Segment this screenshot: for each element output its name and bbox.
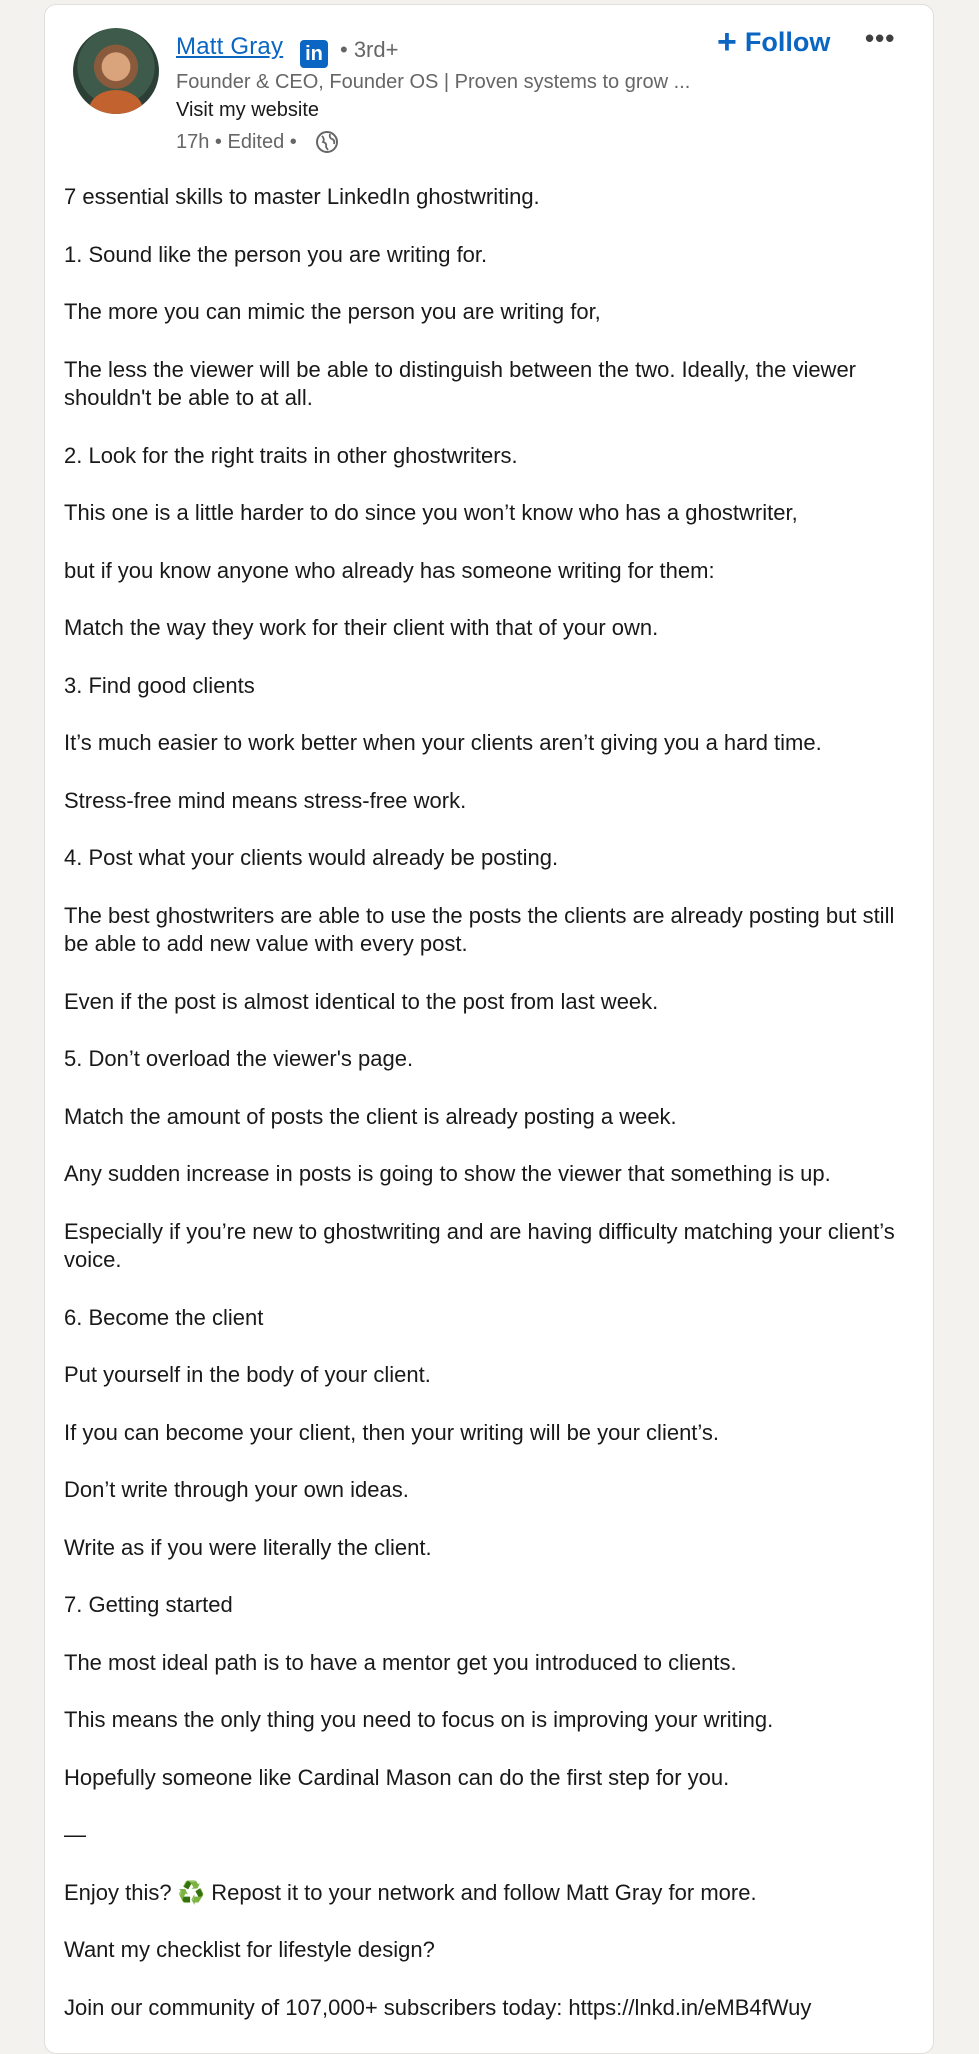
plus-icon: + [717,23,737,61]
post-paragraph: Match the way they work for their client with that of your own. [64,615,659,640]
post-paragraph: 3. Find good clients [64,672,255,698]
post-paragraph: but if you know anyone who already has someone writing for them: [64,557,715,583]
post-paragraph: The most ideal path is to have a mentor get you introduced to clients. [64,1649,737,1675]
more-options-icon[interactable]: ••• [865,23,896,53]
post-paragraph: The best ghostwriters are able to use the posts the clients are already posting but still be able to add new value with every post. [64,902,895,956]
post-paragraph: 2. Look for the right traits in other ghostwriters. [64,442,518,468]
follow-label: Follow [744,27,831,57]
post-paragraph: It’s much easier to work better when your clients aren’t giving you a hard time. [64,730,822,755]
connection-degree: • 3rd+ [340,37,399,62]
post-paragraph: This means the only thing you need to focus on is improving your writing. [64,1707,774,1732]
post-body [64,183,914,2051]
post-paragraph: Don’t write through your own ideas. [64,1477,409,1502]
author-headline: Founder & CEO, Founder OS | Proven systems to grow ... [176,71,691,93]
post-paragraph: This one is a little harder to do since you won’t know who has a ghostwriter, [64,500,798,525]
post-paragraph: Match the amount of posts the client is already posting a week. [64,1103,677,1129]
post-paragraph: Hopefully someone like Cardinal Mason can do the first step for you. [64,1764,730,1790]
feed-post-card [44,4,934,2054]
globe-icon [315,130,339,154]
author-avatar[interactable] [73,28,159,114]
follow-button[interactable] [717,23,830,62]
post-paragraph: Join our community of 107,000+ subscribers today: https://lnkd.in/eMB4fWuy [64,1994,812,2020]
post-paragraph: Enjoy this? ♻️ Repost it to your network and follow Matt Gray for more. [64,1879,757,1905]
post-paragraph: 7 essential skills to master LinkedIn ghostwriting. [64,184,540,209]
linkedin-premium-icon: in [300,40,328,68]
author-name-link[interactable]: Matt Gray [176,33,284,60]
post-paragraph: Any sudden increase in posts is going to show the viewer that something is up. [64,1161,831,1186]
post-paragraph: If you can become your client, then your writing will be your client’s. [64,1419,720,1445]
post-meta: 17h • Edited • [176,131,297,153]
post-paragraph: Especially if you’re new to ghostwriting and are having difficulty matching your client’s voice. [64,1218,895,1272]
avatar-shirt [89,90,143,114]
post-paragraph: 1. Sound like the person you are writing for. [64,241,488,267]
post-paragraph: Even if the post is almost identical to the post from last week. [64,988,659,1014]
post-header [45,5,933,180]
post-paragraph: Put yourself in the body of your client. [64,1362,431,1387]
post-paragraph: Stress-free mind means stress-free work. [64,787,467,813]
visit-website-link[interactable]: Visit my website [176,99,320,121]
post-paragraph: 6. Become the client [64,1304,264,1330]
post-paragraph: 7. Getting started [64,1592,233,1617]
post-paragraph: The more you can mimic the person you are writing for, [64,299,601,324]
post-paragraph: Write as if you were literally the client. [64,1534,432,1560]
post-paragraph: The less the viewer will be able to distinguish between the two. Ideally, the viewer shouldn't be able to at all. [64,356,857,410]
post-paragraph: Want my checklist for lifestyle design? [64,1937,435,1962]
post-paragraph: — [64,1822,86,1847]
post-paragraph: 5. Don’t overload the viewer's page. [64,1046,414,1071]
post-paragraph: 4. Post what your clients would already be posting. [64,845,559,870]
